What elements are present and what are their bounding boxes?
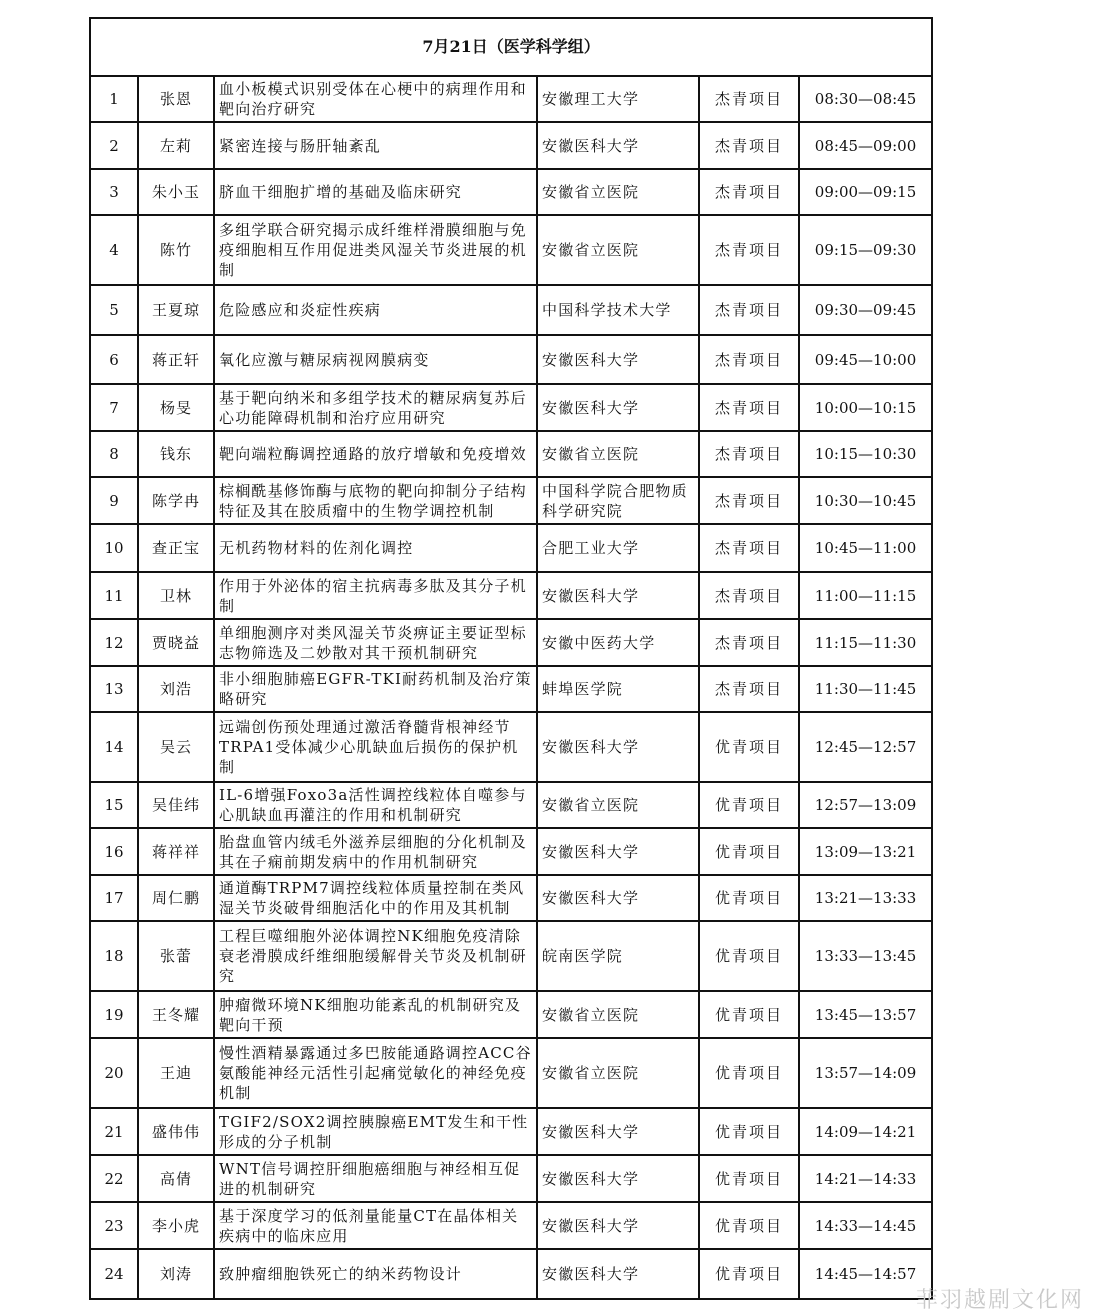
presenter-name-cell: 周仁鹏 xyxy=(138,875,214,921)
affiliation-cell: 安徽医科大学 xyxy=(537,122,699,169)
topic-cell: 基于深度学习的低剂量能量CT在晶体相关疾病中的临床应用 xyxy=(214,1202,537,1249)
row-number-cell: 23 xyxy=(90,1202,138,1249)
project-category-cell: 杰青项目 xyxy=(699,572,799,619)
row-number-cell: 19 xyxy=(90,991,138,1038)
time-slot-cell: 14:21—14:33 xyxy=(799,1155,932,1202)
topic-cell: 基于靶向纳米和多组学技术的糖尿病复苏后心功能障碍机制和治疗应用研究 xyxy=(214,384,537,431)
topic-cell: 工程巨噬细胞外泌体调控NK细胞免疫清除衰老滑膜成纤维细胞缓解骨关节炎及机制研究 xyxy=(214,921,537,991)
topic-cell: 氧化应激与糖尿病视网膜病变 xyxy=(214,335,537,384)
presenter-name-cell: 刘涛 xyxy=(138,1249,214,1299)
project-category-cell: 优青项目 xyxy=(699,921,799,991)
time-slot-cell: 13:45—13:57 xyxy=(799,991,932,1038)
topic-cell: 通道酶TRPM7调控线粒体质量控制在类风湿关节炎破骨细胞活化中的作用及其机制 xyxy=(214,875,537,921)
presenter-name-cell: 吴云 xyxy=(138,712,214,782)
row-number-cell: 15 xyxy=(90,782,138,828)
table-row xyxy=(90,1038,932,1108)
row-number-cell: 6 xyxy=(90,335,138,384)
project-category-cell: 杰青项目 xyxy=(699,666,799,712)
presenter-name-cell: 张恩 xyxy=(138,76,214,122)
topic-cell: 危险感应和炎症性疾病 xyxy=(214,285,537,335)
affiliation-cell: 安徽省立医院 xyxy=(537,431,699,477)
table-row xyxy=(90,285,932,335)
presenter-name-cell: 贾晓益 xyxy=(138,619,214,666)
affiliation-cell: 安徽医科大学 xyxy=(537,1108,699,1155)
table-row xyxy=(90,1108,932,1155)
time-slot-cell: 13:09—13:21 xyxy=(799,828,932,875)
presenter-name-cell: 陈竹 xyxy=(138,215,214,285)
affiliation-cell: 安徽医科大学 xyxy=(537,384,699,431)
topic-cell: 无机药物材料的佐剂化调控 xyxy=(214,524,537,572)
project-category-cell: 杰青项目 xyxy=(699,169,799,215)
affiliation-cell: 安徽省立医院 xyxy=(537,782,699,828)
time-slot-cell: 09:30—09:45 xyxy=(799,285,932,335)
time-slot-cell: 14:33—14:45 xyxy=(799,1202,932,1249)
table-row xyxy=(90,875,932,921)
presenter-name-cell: 杨旻 xyxy=(138,384,214,431)
time-slot-cell: 10:15—10:30 xyxy=(799,431,932,477)
table-row xyxy=(90,991,932,1038)
presenter-name-cell: 刘浩 xyxy=(138,666,214,712)
project-category-cell: 优青项目 xyxy=(699,875,799,921)
affiliation-cell: 安徽理工大学 xyxy=(537,76,699,122)
table-row xyxy=(90,619,932,666)
time-slot-cell: 13:21—13:33 xyxy=(799,875,932,921)
presenter-name-cell: 蒋正轩 xyxy=(138,335,214,384)
topic-cell: WNT信号调控肝细胞癌细胞与神经相互促进的机制研究 xyxy=(214,1155,537,1202)
time-slot-cell: 11:00—11:15 xyxy=(799,572,932,619)
project-category-cell: 杰青项目 xyxy=(699,335,799,384)
topic-cell: 作用于外泌体的宿主抗病毒多肽及其分子机制 xyxy=(214,572,537,619)
row-number-cell: 20 xyxy=(90,1038,138,1108)
presenter-name-cell: 陈学冉 xyxy=(138,477,214,524)
project-category-cell: 杰青项目 xyxy=(699,431,799,477)
row-number-cell: 16 xyxy=(90,828,138,875)
affiliation-cell: 合肥工业大学 xyxy=(537,524,699,572)
row-number-cell: 10 xyxy=(90,524,138,572)
topic-cell: 慢性酒精暴露通过多巴胺能通路调控ACC谷氨酸能神经元活性引起痛觉敏化的神经免疫机制 xyxy=(214,1038,537,1108)
presenter-name-cell: 朱小玉 xyxy=(138,169,214,215)
presenter-name-cell: 卫林 xyxy=(138,572,214,619)
project-category-cell: 优青项目 xyxy=(699,782,799,828)
presenter-name-cell: 盛伟伟 xyxy=(138,1108,214,1155)
table-row xyxy=(90,76,932,122)
time-slot-cell: 10:30—10:45 xyxy=(799,477,932,524)
presenter-name-cell: 蒋祥祥 xyxy=(138,828,214,875)
table-row xyxy=(90,666,932,712)
table-row xyxy=(90,384,932,431)
row-number-cell: 8 xyxy=(90,431,138,477)
project-category-cell: 优青项目 xyxy=(699,1108,799,1155)
row-number-cell: 7 xyxy=(90,384,138,431)
topic-cell: 紧密连接与肠肝轴紊乱 xyxy=(214,122,537,169)
project-category-cell: 优青项目 xyxy=(699,828,799,875)
project-category-cell: 杰青项目 xyxy=(699,285,799,335)
time-slot-cell: 12:57—13:09 xyxy=(799,782,932,828)
project-category-cell: 优青项目 xyxy=(699,1249,799,1299)
topic-cell: 肿瘤微环境NK细胞功能紊乱的机制研究及靶向干预 xyxy=(214,991,537,1038)
project-category-cell: 优青项目 xyxy=(699,1155,799,1202)
project-category-cell: 优青项目 xyxy=(699,712,799,782)
presenter-name-cell: 吴佳纬 xyxy=(138,782,214,828)
topic-cell: 靶向端粒酶调控通路的放疗增敏和免疫增效 xyxy=(214,431,537,477)
affiliation-cell: 安徽中医药大学 xyxy=(537,619,699,666)
project-category-cell: 优青项目 xyxy=(699,991,799,1038)
topic-cell: 多组学联合研究揭示成纤维样滑膜细胞与免疫细胞相互作用促进类风湿关节炎进展的机制 xyxy=(214,215,537,285)
table-row xyxy=(90,712,932,782)
time-slot-cell: 14:45—14:57 xyxy=(799,1249,932,1299)
row-number-cell: 14 xyxy=(90,712,138,782)
table-row xyxy=(90,335,932,384)
time-slot-cell: 13:57—14:09 xyxy=(799,1038,932,1108)
row-number-cell: 9 xyxy=(90,477,138,524)
presenter-name-cell: 左莉 xyxy=(138,122,214,169)
topic-cell: 血小板模式识别受体在心梗中的病理作用和靶向治疗研究 xyxy=(214,76,537,122)
affiliation-cell: 蚌埠医学院 xyxy=(537,666,699,712)
project-category-cell: 杰青项目 xyxy=(699,524,799,572)
time-slot-cell: 09:15—09:30 xyxy=(799,215,932,285)
table-row xyxy=(90,477,932,524)
time-slot-cell: 10:00—10:15 xyxy=(799,384,932,431)
affiliation-cell: 安徽医科大学 xyxy=(537,712,699,782)
affiliation-cell: 安徽医科大学 xyxy=(537,1155,699,1202)
affiliation-cell: 安徽省立医院 xyxy=(537,215,699,285)
time-slot-cell: 14:09—14:21 xyxy=(799,1108,932,1155)
presenter-name-cell: 李小虎 xyxy=(138,1202,214,1249)
affiliation-cell: 安徽省立医院 xyxy=(537,991,699,1038)
table-row xyxy=(90,215,932,285)
row-number-cell: 21 xyxy=(90,1108,138,1155)
row-number-cell: 2 xyxy=(90,122,138,169)
time-slot-cell: 08:30—08:45 xyxy=(799,76,932,122)
topic-cell: TGIF2/SOX2调控胰腺癌EMT发生和干性形成的分子机制 xyxy=(214,1108,537,1155)
row-number-cell: 18 xyxy=(90,921,138,991)
row-number-cell: 22 xyxy=(90,1155,138,1202)
affiliation-cell: 安徽医科大学 xyxy=(537,1202,699,1249)
affiliation-cell: 中国科学院合肥物质科学研究院 xyxy=(537,477,699,524)
title-row xyxy=(90,18,932,76)
affiliation-cell: 安徽省立医院 xyxy=(537,1038,699,1108)
time-slot-cell: 11:15—11:30 xyxy=(799,619,932,666)
affiliation-cell: 安徽省立医院 xyxy=(537,169,699,215)
table-title: 7月21日（医学科学组） xyxy=(90,18,932,76)
project-category-cell: 杰青项目 xyxy=(699,215,799,285)
affiliation-cell: 安徽医科大学 xyxy=(537,875,699,921)
topic-cell: 胎盘血管内绒毛外滋养层细胞的分化机制及其在子痫前期发病中的作用机制研究 xyxy=(214,828,537,875)
topic-cell: 脐血干细胞扩增的基础及临床研究 xyxy=(214,169,537,215)
project-category-cell: 杰青项目 xyxy=(699,477,799,524)
row-number-cell: 4 xyxy=(90,215,138,285)
time-slot-cell: 12:45—12:57 xyxy=(799,712,932,782)
presenter-name-cell: 查正宝 xyxy=(138,524,214,572)
row-number-cell: 11 xyxy=(90,572,138,619)
project-category-cell: 杰青项目 xyxy=(699,384,799,431)
presenter-name-cell: 王迪 xyxy=(138,1038,214,1108)
affiliation-cell: 安徽医科大学 xyxy=(537,1249,699,1299)
table-row xyxy=(90,169,932,215)
site-watermark: 菲羽越剧文化网 xyxy=(915,1288,1084,1313)
presenter-name-cell: 王夏琼 xyxy=(138,285,214,335)
table-row xyxy=(90,572,932,619)
project-category-cell: 优青项目 xyxy=(699,1202,799,1249)
project-category-cell: 优青项目 xyxy=(699,1038,799,1108)
affiliation-cell: 安徽医科大学 xyxy=(537,572,699,619)
topic-cell: IL-6增强Foxo3a活性调控线粒体自噬参与心肌缺血再灌注的作用和机制研究 xyxy=(214,782,537,828)
project-category-cell: 杰青项目 xyxy=(699,619,799,666)
time-slot-cell: 09:00—09:15 xyxy=(799,169,932,215)
row-number-cell: 12 xyxy=(90,619,138,666)
topic-cell: 致肿瘤细胞铁死亡的纳米药物设计 xyxy=(214,1249,537,1299)
table-row xyxy=(90,1155,932,1202)
presenter-name-cell: 高倩 xyxy=(138,1155,214,1202)
time-slot-cell: 11:30—11:45 xyxy=(799,666,932,712)
affiliation-cell: 安徽医科大学 xyxy=(537,828,699,875)
schedule-sheet xyxy=(89,17,931,1300)
affiliation-cell: 皖南医学院 xyxy=(537,921,699,991)
table-row xyxy=(90,1202,932,1249)
row-number-cell: 1 xyxy=(90,76,138,122)
table-row xyxy=(90,782,932,828)
row-number-cell: 13 xyxy=(90,666,138,712)
project-category-cell: 杰青项目 xyxy=(699,76,799,122)
table-row xyxy=(90,828,932,875)
row-number-cell: 17 xyxy=(90,875,138,921)
table-row xyxy=(90,122,932,169)
table-row xyxy=(90,431,932,477)
topic-cell: 棕榈酰基修饰酶与底物的靶向抑制分子结构特征及其在胶质瘤中的生物学调控机制 xyxy=(214,477,537,524)
presenter-name-cell: 王冬耀 xyxy=(138,991,214,1038)
topic-cell: 远端创伤预处理通过激活脊髓背根神经节TRPA1受体减少心肌缺血后损伤的保护机制 xyxy=(214,712,537,782)
topic-cell: 单细胞测序对类风湿关节炎痹证主要证型标志物筛选及二妙散对其干预机制研究 xyxy=(214,619,537,666)
row-number-cell: 3 xyxy=(90,169,138,215)
affiliation-cell: 中国科学技术大学 xyxy=(537,285,699,335)
presenter-name-cell: 张蕾 xyxy=(138,921,214,991)
row-number-cell: 24 xyxy=(90,1249,138,1299)
topic-cell: 非小细胞肺癌EGFR-TKI耐药机制及治疗策略研究 xyxy=(214,666,537,712)
row-number-cell: 5 xyxy=(90,285,138,335)
presenter-name-cell: 钱东 xyxy=(138,431,214,477)
table-row xyxy=(90,921,932,991)
time-slot-cell: 09:45—10:00 xyxy=(799,335,932,384)
time-slot-cell: 13:33—13:45 xyxy=(799,921,932,991)
table-row xyxy=(90,1249,932,1299)
affiliation-cell: 安徽医科大学 xyxy=(537,335,699,384)
project-category-cell: 杰青项目 xyxy=(699,122,799,169)
time-slot-cell: 08:45—09:00 xyxy=(799,122,932,169)
schedule-table xyxy=(89,17,933,1300)
time-slot-cell: 10:45—11:00 xyxy=(799,524,932,572)
table-row xyxy=(90,524,932,572)
